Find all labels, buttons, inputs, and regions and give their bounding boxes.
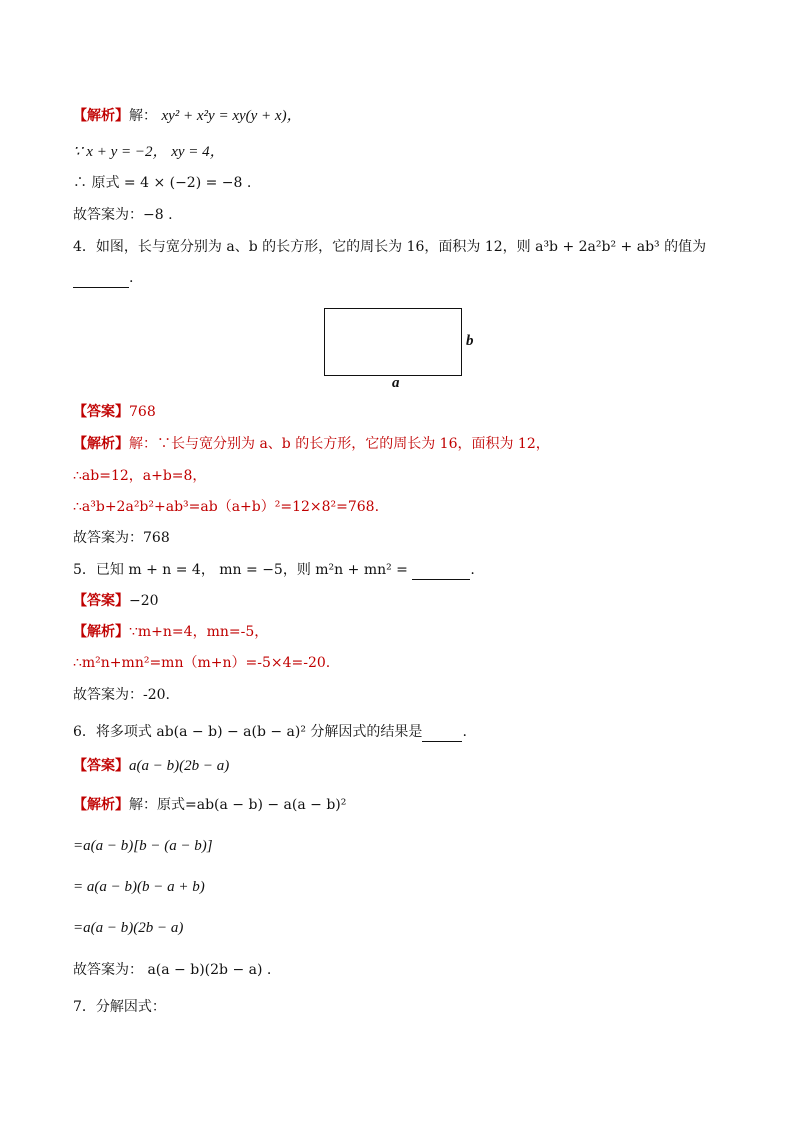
question-6-line <box>73 722 467 742</box>
solution-line <box>73 622 268 642</box>
solution-text: ∴m²n+mn²=mn（m+n）=-5×4=-20. <box>73 655 331 671</box>
solution-text: ∴a³b+2a²b²+ab³=ab（a+b）²=12×8²=768. <box>73 499 380 515</box>
answer-value: −20 <box>129 593 159 609</box>
solution-step: = a(a − b)(b − a + b) <box>73 879 205 895</box>
analysis-tag: 【解析】 <box>73 108 129 124</box>
answer-tag: 【答案】 <box>73 593 129 609</box>
solution-text: ∴ab=12，a+b=8， <box>73 468 207 484</box>
solution-line <box>73 434 550 454</box>
final-answer: 故答案为：−8 . <box>73 207 173 223</box>
question-5-line <box>73 560 475 580</box>
answer-line <box>73 756 229 776</box>
answer-blank <box>412 565 470 580</box>
answer-tag: 【答案】 <box>73 404 129 420</box>
rectangle-figure <box>324 308 462 376</box>
answer-line <box>73 591 159 611</box>
question-4-text: 4．如图，长与宽分别为 a、b 的长方形，它的周长为 16，面积为 12，则 a³b + 2a²b² + ab³ 的值为 <box>73 239 707 255</box>
solution-math: ∵ x + y = −2， xy = 4， <box>73 144 225 160</box>
question-4-blank-line <box>73 268 133 288</box>
answer-tag: 【答案】 <box>73 758 129 774</box>
analysis-tag: 【解析】 <box>73 797 129 813</box>
question-5-tail: . <box>470 562 475 578</box>
solution-line <box>73 106 302 126</box>
solution-text: ∵m+n=4，mn=-5， <box>129 624 269 640</box>
analysis-tag: 【解析】 <box>73 624 129 640</box>
answer-value: 768 <box>129 404 156 420</box>
solution-line <box>73 795 346 815</box>
final-answer: 故答案为： a(a − b)(2b − a) . <box>73 962 272 978</box>
analysis-tag: 【解析】 <box>73 436 129 452</box>
solution-text: 解：∵长与宽分别为 a、b 的长方形，它的周长为 16，面积为 12， <box>129 436 550 452</box>
question-4-tail: . <box>129 270 134 286</box>
final-answer: 故答案为：768 <box>73 530 170 546</box>
question-6-tail: . <box>462 724 467 740</box>
solution-step: =a(a − b)(2b − a) <box>73 920 184 936</box>
final-answer: 故答案为：-20. <box>73 687 170 703</box>
answer-blank <box>422 727 462 742</box>
question-5-text: 5．已知 m + n = 4， mn = −5，则 m²n + mn² = <box>73 562 408 578</box>
solution-math: ∴ 原式 = 4 × (−2) = −8 . <box>73 175 252 191</box>
answer-line <box>73 402 156 422</box>
label-a: a <box>392 375 400 391</box>
solution-text: 解： <box>129 108 157 124</box>
question-7-text: 7．分解因式： <box>73 999 166 1015</box>
solution-math: xy² + x²y = xy(y + x)， <box>161 108 302 124</box>
answer-value: a(a − b)(2b − a) <box>129 758 230 774</box>
solution-step: =a(a − b)[b − (a − b)] <box>73 838 213 854</box>
solution-text: 解：原式=ab(a − b) − a(a − b)² <box>129 797 347 813</box>
label-b: b <box>466 333 474 349</box>
answer-blank <box>73 273 129 288</box>
question-6-text: 6．将多项式 ab(a − b) − a(b − a)² 分解因式的结果是 <box>73 724 423 740</box>
